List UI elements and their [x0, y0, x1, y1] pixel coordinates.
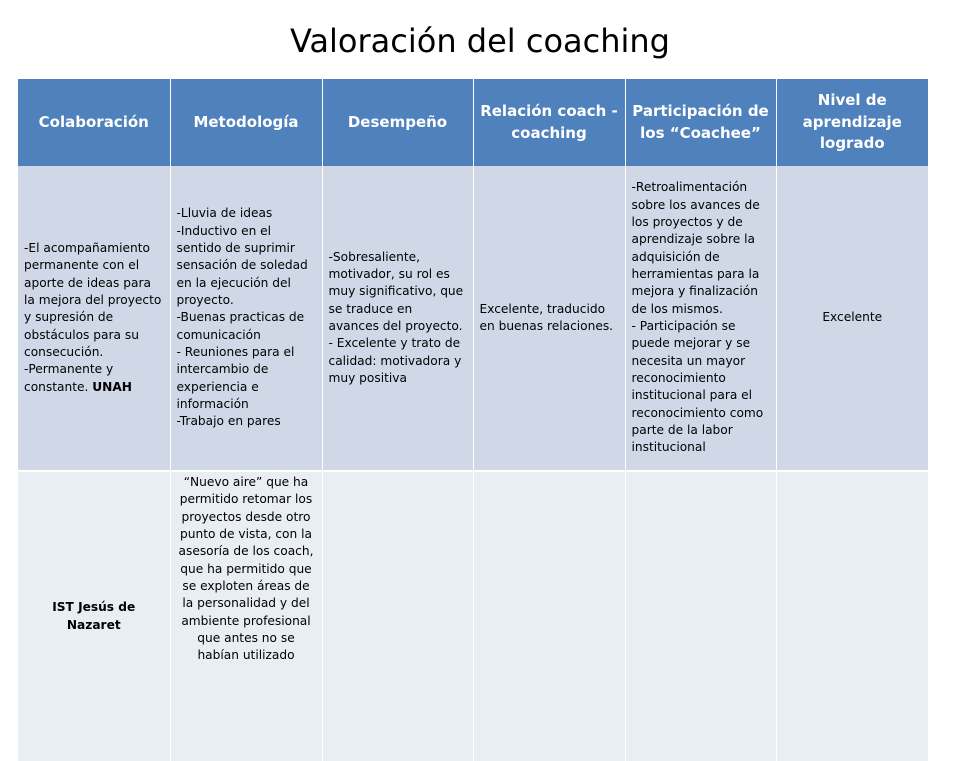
cell-colaboracion: IST Jesús de Nazaret — [18, 471, 170, 761]
coaching-valuation-table — [18, 79, 928, 761]
table-header-row — [18, 79, 928, 166]
cell-participacion — [625, 471, 776, 761]
header-colaboracion: Colaboración — [18, 79, 170, 166]
cell-desempeno — [322, 471, 473, 761]
header-nivel: Nivel de aprendizaje logrado — [776, 79, 928, 166]
cell-nivel — [776, 471, 928, 761]
cell-participacion: -Retroalimentación sobre los avances de los proyectos y de aprendizaje sobre la adquisición de herramientas para la mejora y finalización de los mismos. - Participación se puede mejorar y se necesita un mayor reconocimiento institucional para el reconocimiento como parte de la labor institucional — [625, 166, 776, 471]
cell-relacion — [473, 471, 625, 761]
table-row — [18, 471, 928, 761]
header-relacion: Relación coach - coaching — [473, 79, 625, 166]
header-desempeno: Desempeño — [322, 79, 473, 166]
cell-metodologia: -Lluvia de ideas -Inductivo en el sentido de suprimir sensación de soledad en la ejecución del proyecto. -Buenas practicas de comunicación - Reuniones para el intercambio de experiencia e información -Trabajo en pares — [170, 166, 322, 471]
table-row — [18, 166, 928, 471]
header-metodologia: Metodología — [170, 79, 322, 166]
colaboracion-org: UNAH — [92, 379, 132, 394]
colaboracion-text: -El acompañamiento permanente con el aporte de ideas para la mejora del proyecto y supresión de obstáculos para su consecución. -Permanente y constante. — [24, 241, 162, 394]
cell-desempeno: -Sobresaliente, motivador, su rol es muy significativo, que se traduce en avances del proyecto. - Excelente y trato de calidad: motivadora y muy positiva — [322, 166, 473, 471]
cell-metodologia — [170, 471, 322, 761]
header-participacion: Participación de los “Coachee” — [625, 79, 776, 166]
cell-relacion: Excelente, traducido en buenas relaciones. — [473, 166, 625, 471]
cell-nivel: Excelente — [776, 166, 928, 471]
cell-colaboracion — [18, 166, 170, 471]
metodologia-text: “Nuevo aire” que ha permitido retomar los proyectos desde otro punto de vista, con la asesoría de los coach, que ha permitido que se exploten áreas de la personalidad y del ambiente profesional que antes no se habían utilizado — [178, 475, 314, 663]
slide-title: Valoración del coaching — [290, 22, 670, 60]
